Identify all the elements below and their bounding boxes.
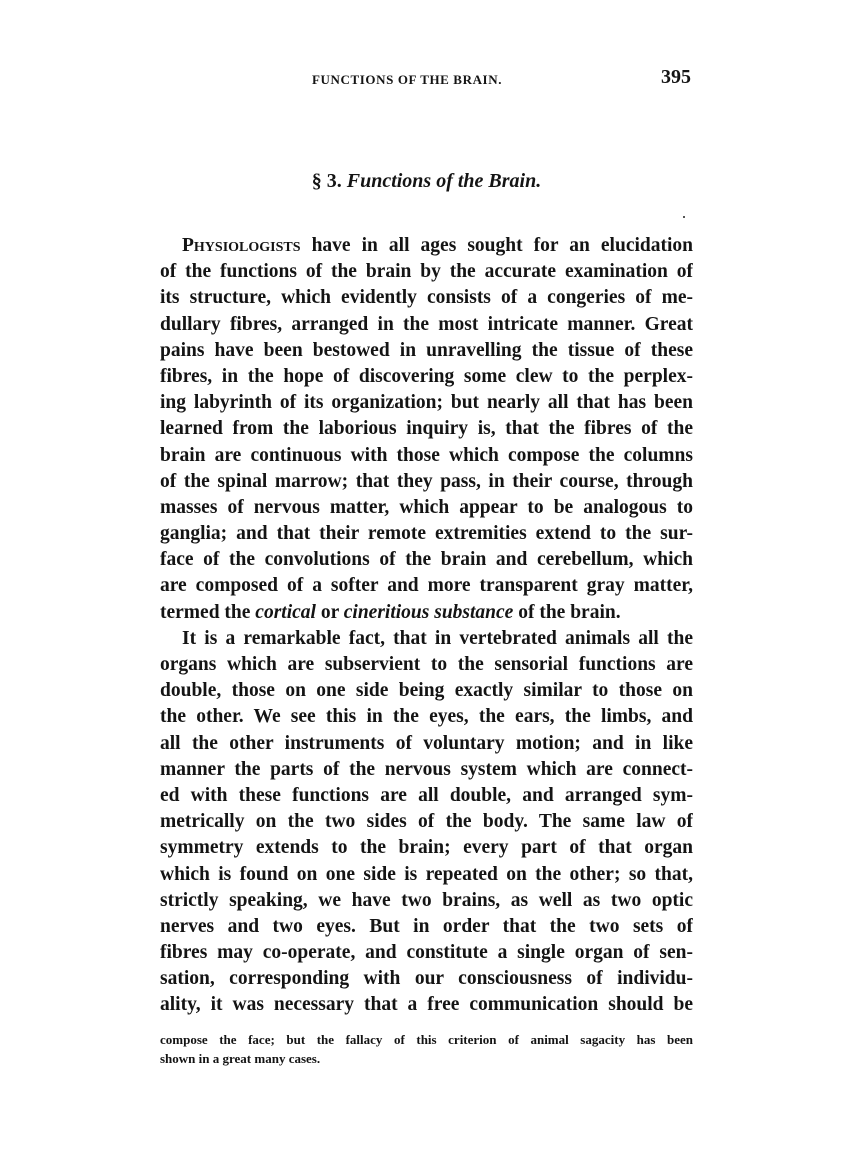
text-line: symmetry extends to the brain; every part of that organ: [160, 837, 693, 859]
text-line: of the functions of the brain by the accurate examination of: [160, 261, 693, 283]
text-line: fibres, in the hope of discovering some clew to the perplex-: [160, 365, 693, 387]
text-line: the other. We see this in the eyes, the ears, the limbs, and: [160, 706, 693, 728]
text-line: face of the convolutions of the brain and cerebellum, which: [160, 549, 693, 571]
body-text: [160, 233, 693, 1019]
text-line: dullary fibres, arranged in the most intricate manner. Great: [160, 313, 693, 335]
text-line: ganglia; and that their remote extremities extend to the sur-: [160, 523, 693, 545]
text-line: It is a remarkable fact, that in vertebrated animals all the: [182, 627, 693, 649]
paragraph: [160, 233, 693, 626]
text-line: termed the cortical or cineritious substance of the brain.: [160, 601, 621, 623]
text-line: of the spinal marrow; that they pass, in their course, through: [160, 470, 693, 492]
text-line: learned from the laborious inquiry is, that the fibres of the: [160, 418, 693, 440]
text-line: sation, corresponding with our consciousness of individu-: [160, 968, 693, 990]
text-line: ed with these functions are all double, and arranged sym-: [160, 784, 693, 806]
footnote: [160, 1030, 693, 1068]
text-line: ality, it was necessary that a free communication should be: [160, 994, 693, 1016]
running-title: FUNCTIONS OF THE BRAIN.: [312, 72, 503, 87]
text-line: nerves and two eyes. But in order that the two sets of: [160, 915, 693, 937]
text-line: ing labyrinth of its organization; but nearly all that has been: [160, 392, 693, 414]
text-line: its structure, which evidently consists of a congeries of me-: [160, 287, 693, 309]
text-line: manner the parts of the nervous system which are connect-: [160, 758, 693, 780]
page-number: 395: [661, 66, 691, 88]
text-line: organs which are subservient to the sensorial functions are: [160, 654, 693, 675]
print-speck: [683, 216, 685, 218]
text-line: double, those on one side being exactly similar to those on: [160, 680, 693, 702]
section-number: § 3.: [311, 170, 342, 192]
paragraph: [160, 626, 693, 1019]
text-line: brain are continuous with those which compose the columns: [160, 444, 693, 466]
text-line: strictly speaking, we have two brains, as well as two optic: [160, 889, 693, 911]
section-title: Functions of the Brain.: [346, 170, 542, 192]
text-line: Physiologists have in all ages sought for an elucidation: [182, 235, 693, 256]
text-line: fibres may co-operate, and constitute a single organ of sen-: [160, 942, 693, 964]
text-line: masses of nervous matter, which appear to be analogous to: [160, 496, 693, 518]
text-line: pains have been bestowed in unravelling the tissue of these: [160, 339, 693, 361]
text-line: are composed of a softer and more transparent gray matter,: [160, 575, 693, 597]
footnote-line: shown in a great many cases.: [160, 1051, 321, 1066]
drop-smallcaps-word: Physiologists: [182, 235, 301, 256]
running-head: [160, 66, 693, 94]
footnote-line: compose the face; but the fallacy of this criterion of animal sagacity has been: [160, 1032, 693, 1047]
section-heading: [160, 170, 693, 193]
text-line: all the other instruments of voluntary motion; and in like: [160, 732, 693, 754]
text-line: metrically on the two sides of the body. The same law of: [160, 811, 693, 833]
text-line: which is found on one side is repeated on the other; so that,: [160, 863, 693, 885]
